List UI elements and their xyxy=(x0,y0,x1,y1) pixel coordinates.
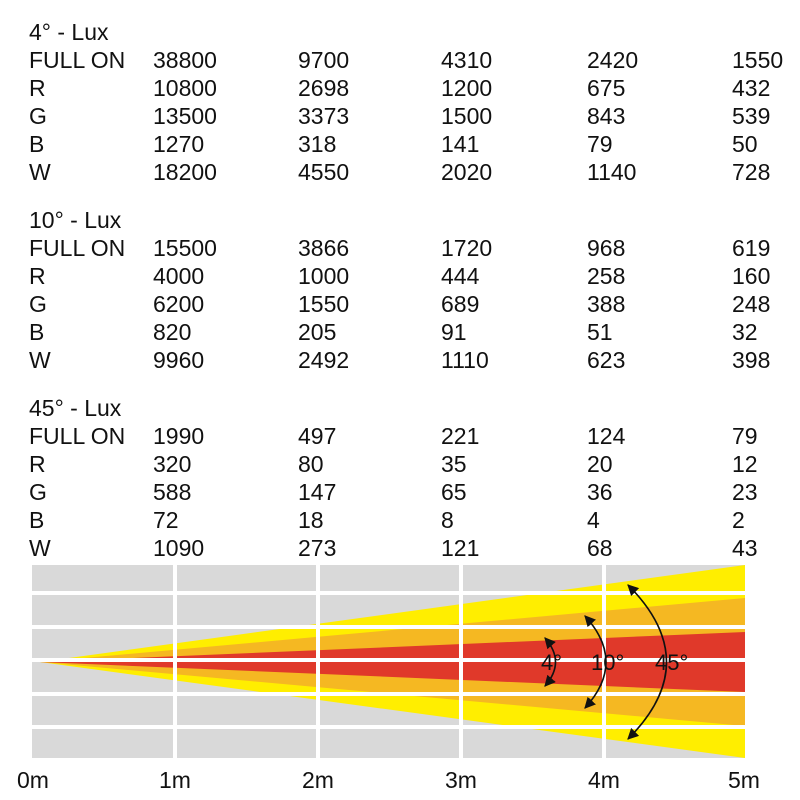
lux-value: 9700 xyxy=(298,47,350,73)
row-label: G xyxy=(29,103,47,129)
lux-value: 68 xyxy=(587,535,613,561)
lux-value: 4000 xyxy=(153,263,205,289)
row-label: FULL ON xyxy=(29,423,126,449)
lux-value: 72 xyxy=(153,507,179,533)
lux-value: 1110 xyxy=(441,347,489,373)
lux-value: 320 xyxy=(153,451,192,477)
lux-value: 50 xyxy=(732,131,758,157)
lux-value: 36 xyxy=(587,479,613,505)
lux-value: 1550 xyxy=(298,291,350,317)
lux-value: 79 xyxy=(587,131,613,157)
lux-value: 38800 xyxy=(153,47,217,73)
lux-value: 2492 xyxy=(298,347,350,373)
lux-value: 675 xyxy=(587,75,626,101)
lux-value: 91 xyxy=(441,319,467,345)
lux-value: 20 xyxy=(587,451,613,477)
lux-value: 79 xyxy=(732,423,758,449)
lux-value: 1990 xyxy=(153,423,205,449)
lux-value: 444 xyxy=(441,263,480,289)
lux-value: 35 xyxy=(441,451,467,477)
lux-value: 51 xyxy=(587,319,613,345)
lux-value: 8 xyxy=(441,507,454,533)
lux-value: 388 xyxy=(587,291,626,317)
row-label: G xyxy=(29,291,47,317)
distance-label: 5m xyxy=(728,767,760,793)
lux-value: 318 xyxy=(298,131,337,157)
row-label: W xyxy=(29,159,51,185)
lux-value: 497 xyxy=(298,423,337,449)
section-title: 45° - Lux xyxy=(29,395,122,421)
lux-value: 2020 xyxy=(441,159,493,185)
lux-value: 15500 xyxy=(153,235,217,261)
lux-value: 689 xyxy=(441,291,480,317)
lux-value: 843 xyxy=(587,103,626,129)
lux-value: 432 xyxy=(732,75,771,101)
lux-value: 4 xyxy=(587,507,600,533)
lux-value: 32 xyxy=(732,319,758,345)
row-label: R xyxy=(29,451,46,477)
lux-value: 820 xyxy=(153,319,192,345)
distance-label: 4m xyxy=(588,767,620,793)
row-label: R xyxy=(29,75,46,101)
lux-value: 160 xyxy=(732,263,771,289)
lux-value: 205 xyxy=(298,319,337,345)
lux-value: 588 xyxy=(153,479,192,505)
lux-value: 1140 xyxy=(587,159,637,185)
row-label: FULL ON xyxy=(29,47,126,73)
lux-value: 1000 xyxy=(298,263,350,289)
lux-value: 398 xyxy=(732,347,771,373)
distance-label: 2m xyxy=(302,767,334,793)
lux-value: 1550 xyxy=(732,47,784,73)
distance-label: 0m xyxy=(17,767,49,793)
lux-value: 141 xyxy=(441,131,480,157)
section-title: 10° - Lux xyxy=(29,207,122,233)
row-label: FULL ON xyxy=(29,235,126,261)
lux-value: 619 xyxy=(732,235,771,261)
lux-value: 1090 xyxy=(153,535,205,561)
row-label: R xyxy=(29,263,46,289)
lux-value: 147 xyxy=(298,479,337,505)
lux-value: 18200 xyxy=(153,159,217,185)
lux-value: 258 xyxy=(587,263,626,289)
lux-value: 273 xyxy=(298,535,337,561)
lux-value: 2698 xyxy=(298,75,350,101)
lux-value: 221 xyxy=(441,423,480,449)
lux-value: 623 xyxy=(587,347,626,373)
lux-value: 4310 xyxy=(441,47,493,73)
lux-value: 3866 xyxy=(298,235,350,261)
lux-value: 3373 xyxy=(298,103,350,129)
angle-label-45: 45° xyxy=(655,650,689,675)
lux-value: 728 xyxy=(732,159,771,185)
lux-value: 2420 xyxy=(587,47,639,73)
row-label: B xyxy=(29,131,45,157)
row-label: G xyxy=(29,479,47,505)
lux-value: 10800 xyxy=(153,75,217,101)
lux-value: 539 xyxy=(732,103,771,129)
lux-value: 23 xyxy=(732,479,758,505)
angle-label-10: 10° xyxy=(591,650,625,675)
lux-value: 4550 xyxy=(298,159,350,185)
section-title: 4° - Lux xyxy=(29,19,109,45)
lux-value: 1720 xyxy=(441,235,493,261)
lux-value: 1270 xyxy=(153,131,205,157)
row-label: W xyxy=(29,535,51,561)
lux-value: 9960 xyxy=(153,347,205,373)
row-label: B xyxy=(29,507,45,533)
lux-value: 80 xyxy=(298,451,324,477)
lux-value: 6200 xyxy=(153,291,205,317)
lux-value: 65 xyxy=(441,479,467,505)
lux-value: 121 xyxy=(441,535,480,561)
lux-value: 43 xyxy=(732,535,758,561)
lux-value: 13500 xyxy=(153,103,217,129)
angle-label-4: 4° xyxy=(541,650,563,675)
lux-value: 1200 xyxy=(441,75,493,101)
distance-label: 3m xyxy=(445,767,477,793)
lux-value: 18 xyxy=(298,507,324,533)
lux-value: 968 xyxy=(587,235,626,261)
lux-value: 248 xyxy=(732,291,771,317)
distance-label: 1m xyxy=(159,767,191,793)
lux-value: 1500 xyxy=(441,103,493,129)
lux-value: 12 xyxy=(732,451,758,477)
row-label: B xyxy=(29,319,45,345)
row-label: W xyxy=(29,347,51,373)
lux-value: 2 xyxy=(732,507,745,533)
lux-value: 124 xyxy=(587,423,626,449)
